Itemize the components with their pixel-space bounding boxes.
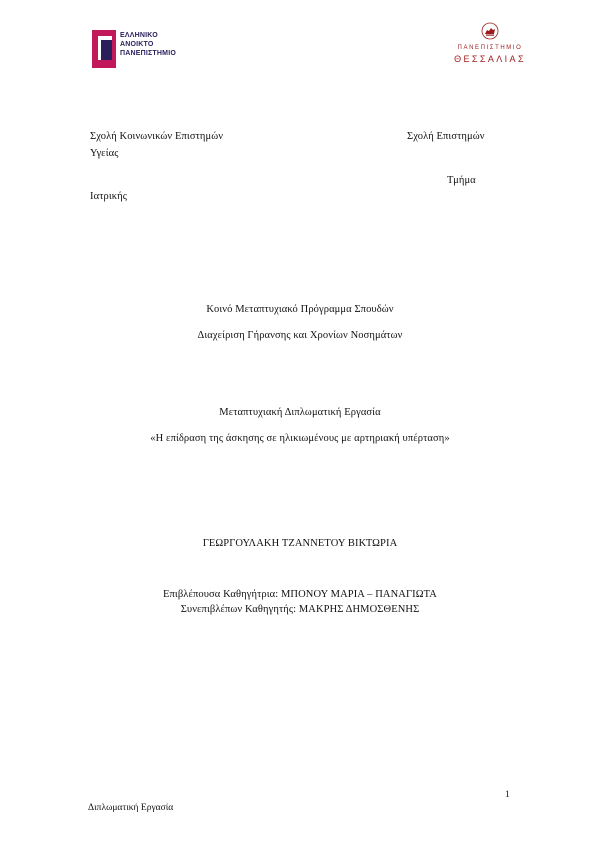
eap-logo-line2: ΑΝΟΙΚΤΟ bbox=[120, 41, 154, 48]
page-number: 1 bbox=[505, 790, 510, 800]
thesis-title: «Η επίδραση της άσκησης σε ηλικιωμένους με αρτηριακή υπέρταση» bbox=[150, 433, 450, 444]
eap-logo-text bbox=[120, 31, 176, 58]
school-health-continuation: Υγείας bbox=[90, 148, 119, 159]
eap-logo bbox=[92, 28, 182, 70]
uth-logo-line2: ΘΕΣΣΑΛΙΑΣ bbox=[454, 54, 526, 64]
eap-logo-line1: ΕΛΛΗΝΙΚΟ bbox=[120, 32, 158, 39]
author-name: ΓΕΩΡΓΟΥΛΑΚΗ ΤΖΑΝΝΕΤΟΥ ΒΙΚΤΩΡΙΑ bbox=[202, 538, 398, 549]
uth-emblem-icon bbox=[481, 22, 499, 40]
school-social-sciences: Σχολή Κοινωνικών Επιστημών bbox=[90, 131, 224, 142]
footer-text: Διπλωματική Εργασία bbox=[88, 803, 174, 813]
department-label: Τμήμα bbox=[447, 175, 476, 186]
eap-logo-line3: ΠΑΝΕΠΙΣΤΗΜΙΟ bbox=[120, 50, 176, 57]
program-title: Κοινό Μεταπτυχιακό Πρόγραμμα Σπουδών bbox=[206, 304, 394, 315]
school-health-sciences: Σχολή Επιστημών bbox=[407, 131, 485, 142]
department-medicine: Ιατρικής bbox=[90, 191, 128, 202]
thesis-type: Μεταπτυχιακή Διπλωματική Εργασία bbox=[219, 407, 381, 418]
supervisor-main: Επιβλέπουσα Καθηγήτρια: ΜΠΟΝΟΥ ΜΑΡΙΑ – ΠΑΝΑΓΙΩΤΑ bbox=[163, 589, 437, 600]
program-subtitle: Διαχείριση Γήρανσης και Χρονίων Νοσημάτων bbox=[197, 330, 403, 341]
supervisor-co: Συνεπιβλέπων Καθηγητής: ΜΑΚΡΗΣ ΔΗΜΟΣΘΕΝΗΣ bbox=[180, 604, 420, 615]
eap-logo-mark-dark bbox=[101, 40, 112, 60]
uth-logo bbox=[447, 22, 533, 68]
uth-logo-line1: ΠΑΝΕΠΙΣΤΗΜΙΟ bbox=[457, 45, 523, 51]
